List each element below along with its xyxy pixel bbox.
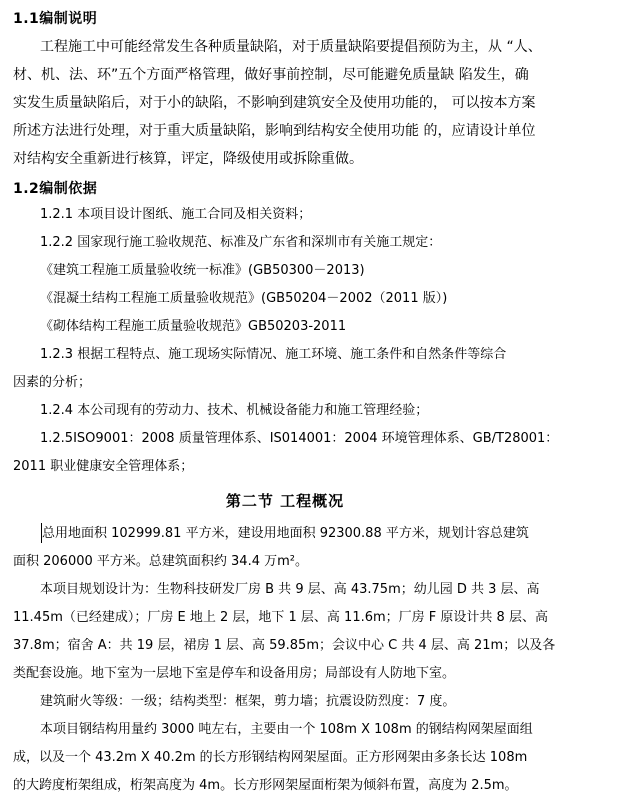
list-item: 1.2.3 根据工程特点、施工现场实际情况、施工环境、施工条件和自然条件等综合 [40, 347, 507, 362]
paragraph-line: 材、机、法、环”五个方面严格管理，做好事前控制，尽可能避免质量缺 陷发生，确 [13, 67, 529, 83]
paragraph-line: 对结构安全重新进行核算，评定，降级使用或拆除重做。 [13, 151, 363, 167]
list-item: 《建筑工程施工质量验收统一标准》(GB50300－2013) [40, 263, 365, 278]
paragraph-line: 成，以及一个 43.2m X 40.2m 的长方形钢结构网架屋面。正方形网架由多条长达 108m [13, 750, 528, 765]
paragraph-line: 的大跨度桁架组成，桁架高度为 4m。长方形网架屋面桁架为倾斜布置，高度为 2.5m。 [13, 778, 518, 793]
list-item: 《混凝土结构工程施工质量验收规范》(GB50204－2002（2011 版）) [40, 291, 448, 306]
heading-1-2: 1.2编制依据 [13, 181, 98, 197]
paragraph-line: 类配套设施。地下室为一层地下室是停车和设备用房；局部设有人防地下室。 [13, 666, 456, 681]
paragraph-line: 所述方法进行处理，对于重大质量缺陷，影响到结构安全使用功能 的，应请设计单位 [13, 123, 536, 139]
list-item: 1.2.1 本项目设计图纸、施工合同及相关资料； [40, 207, 312, 222]
paragraph-line: 总用地面积 102999.81 平方米，建设用地面积 92300.88 平方米，规划计容总建筑 [42, 526, 529, 541]
list-item: 因素的分析； [13, 375, 92, 390]
list-item: 1.2.2 国家现行施工验收规范、标准及广东省和深圳市有关施工规定： [40, 235, 442, 250]
heading-1-1: 1.1编制说明 [13, 11, 98, 27]
paragraph-line: 11.45m（已经建成）；厂房 E 地上 2 层，地下 1 层、高 11.6m；厂房 F 原设计共 8 层、高 [13, 610, 548, 625]
paragraph-line: 本项目规划设计为：生物科技研发厂房 B 共 9 层、高 43.75m；幼儿园 D 共 3 层、高 [40, 582, 540, 597]
paragraph-line: 37.8m；宿舍 A：共 19 层，裙房 1 层、高 59.85m；会议中心 C 共 4 层、高 21m；以及各 [13, 638, 556, 653]
list-item: 1.2.4 本公司现有的劳动力、技术、机械设备能力和施工管理经验； [40, 403, 429, 418]
list-item: 2011 职业健康安全管理体系； [13, 459, 194, 474]
paragraph-line: 建筑耐火等级：一级；结构类型：框架，剪力墙；抗震设防烈度：7 度。 [40, 694, 456, 709]
list-item: 《砌体结构工程施工质量验收规范》GB50203-2011 [40, 319, 347, 334]
paragraph-line: 实发生质量缺陷后，对于小的缺陷，不影响到建筑安全及使用功能的， 可以按本方案 [13, 95, 536, 111]
paragraph-line: 面积 206000 平方米。总建筑面积约 34.4 万m²。 [13, 554, 308, 569]
list-item: 1.2.5ISO9001：2008 质量管理体系、IS014001：2004 环境管理体系、GB/T28001： [40, 431, 559, 446]
section-title: 第二节 工程概况 [225, 492, 345, 510]
paragraph-line: 本项目钢结构用量约 3000 吨左右，主要由一个 108m X 108m 的钢结构网架屋面组 [40, 722, 533, 737]
paragraph-line: 工程施工中可能经常发生各种质量缺陷，对于质量缺陷要提倡预防为主，从 “人、 [40, 39, 542, 55]
